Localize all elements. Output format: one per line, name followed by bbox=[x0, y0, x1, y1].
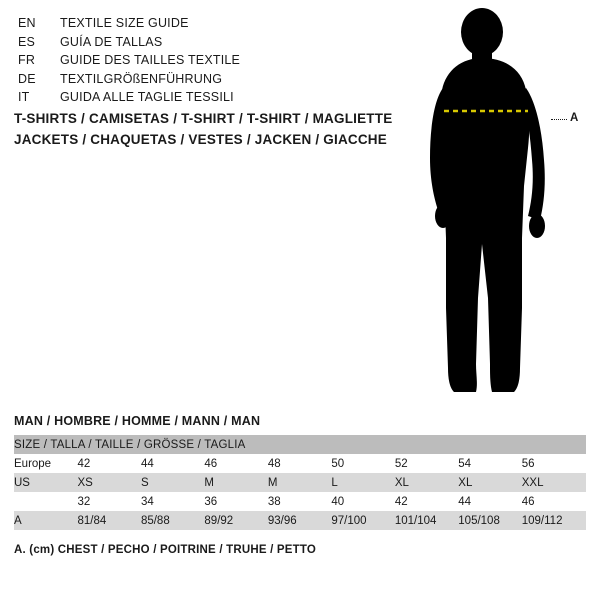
cell-value: 48 bbox=[268, 454, 331, 473]
table-footnote: A. (cm) CHEST / PECHO / POITRINE / TRUHE / PETTO bbox=[14, 544, 317, 556]
cell-value: M bbox=[268, 473, 331, 492]
cell-value: 85/88 bbox=[141, 511, 204, 530]
legend-language-code: DE bbox=[18, 71, 36, 86]
size-table bbox=[14, 435, 586, 530]
cell-value: 56 bbox=[522, 454, 586, 473]
cell-value: 32 bbox=[77, 492, 140, 511]
cell-value: 93/96 bbox=[268, 511, 331, 530]
cell-value: XL bbox=[395, 473, 458, 492]
cell-value: 97/100 bbox=[331, 511, 394, 530]
cell-value: 44 bbox=[141, 454, 204, 473]
cell-value: 46 bbox=[522, 492, 586, 511]
row-label: Europe bbox=[14, 454, 77, 473]
legend-row bbox=[18, 14, 378, 33]
cell-value: 36 bbox=[204, 492, 267, 511]
cell-value: 44 bbox=[458, 492, 521, 511]
table-title: MAN / HOMBRE / HOMME / MANN / MAN bbox=[14, 414, 261, 428]
cell-value: 42 bbox=[77, 454, 140, 473]
cell-value: M bbox=[204, 473, 267, 492]
legend-language-code: ES bbox=[18, 34, 36, 49]
table-header-row bbox=[14, 435, 586, 454]
row-label: A bbox=[14, 511, 77, 530]
cell-value: 52 bbox=[395, 454, 458, 473]
legend-language-text: TEXTILE SIZE GUIDE bbox=[60, 16, 189, 30]
cell-value: 89/92 bbox=[204, 511, 267, 530]
row-label bbox=[14, 492, 77, 511]
legend-language-code: EN bbox=[18, 16, 36, 30]
cell-value: L bbox=[331, 473, 394, 492]
cell-value: 46 bbox=[204, 454, 267, 473]
cell-value: 101/104 bbox=[395, 511, 458, 530]
legend-row bbox=[18, 70, 378, 89]
cell-value: 40 bbox=[331, 492, 394, 511]
table-row bbox=[14, 473, 586, 492]
cell-value: 38 bbox=[268, 492, 331, 511]
category-tshirts: T-SHIRTS / CAMISETAS / T-SHIRT / T-SHIRT / MAGLIETTE bbox=[14, 111, 393, 126]
size-table-area bbox=[14, 414, 586, 556]
legend-language-text: GUIDE DES TAILLES TEXTILE bbox=[60, 53, 241, 67]
legend-row bbox=[18, 51, 378, 70]
legend-language-text: GUÍA DE TALLAS bbox=[60, 34, 163, 49]
category-jackets: JACKETS / CHAQUETAS / VESTES / JACKEN / GIACCHE bbox=[14, 132, 387, 147]
cell-value: XL bbox=[458, 473, 521, 492]
row-label: US bbox=[14, 473, 77, 492]
cell-value: 34 bbox=[141, 492, 204, 511]
cell-value: XXL bbox=[522, 473, 586, 492]
legend-row bbox=[18, 33, 378, 52]
cell-value: XS bbox=[77, 473, 140, 492]
cell-value: 81/84 bbox=[77, 511, 140, 530]
legend-language-code: IT bbox=[18, 90, 30, 104]
category-headings bbox=[14, 108, 414, 150]
measure-label-a: A bbox=[570, 112, 579, 124]
cell-value: S bbox=[141, 473, 204, 492]
legend-language-text: TEXTILGRÖßENFÜHRUNG bbox=[60, 71, 223, 86]
cell-value: 54 bbox=[458, 454, 521, 473]
table-row bbox=[14, 454, 586, 473]
language-legend bbox=[18, 14, 378, 107]
legend-language-code: FR bbox=[18, 53, 36, 67]
table-row bbox=[14, 511, 586, 530]
table-header-label: SIZE / TALLA / TAILLE / GRÖSSE / TAGLIA bbox=[14, 435, 586, 454]
legend-row bbox=[18, 88, 378, 107]
measure-leader-line bbox=[551, 119, 567, 120]
cell-value: 109/112 bbox=[522, 511, 586, 530]
cell-value: 105/108 bbox=[458, 511, 521, 530]
legend-language-text: GUIDA ALLE TAGLIE TESSILI bbox=[60, 90, 234, 104]
silhouette-svg bbox=[410, 8, 590, 408]
table-row bbox=[14, 492, 586, 511]
cell-value: 42 bbox=[395, 492, 458, 511]
cell-value: 50 bbox=[331, 454, 394, 473]
male-silhouette-figure bbox=[410, 8, 590, 408]
